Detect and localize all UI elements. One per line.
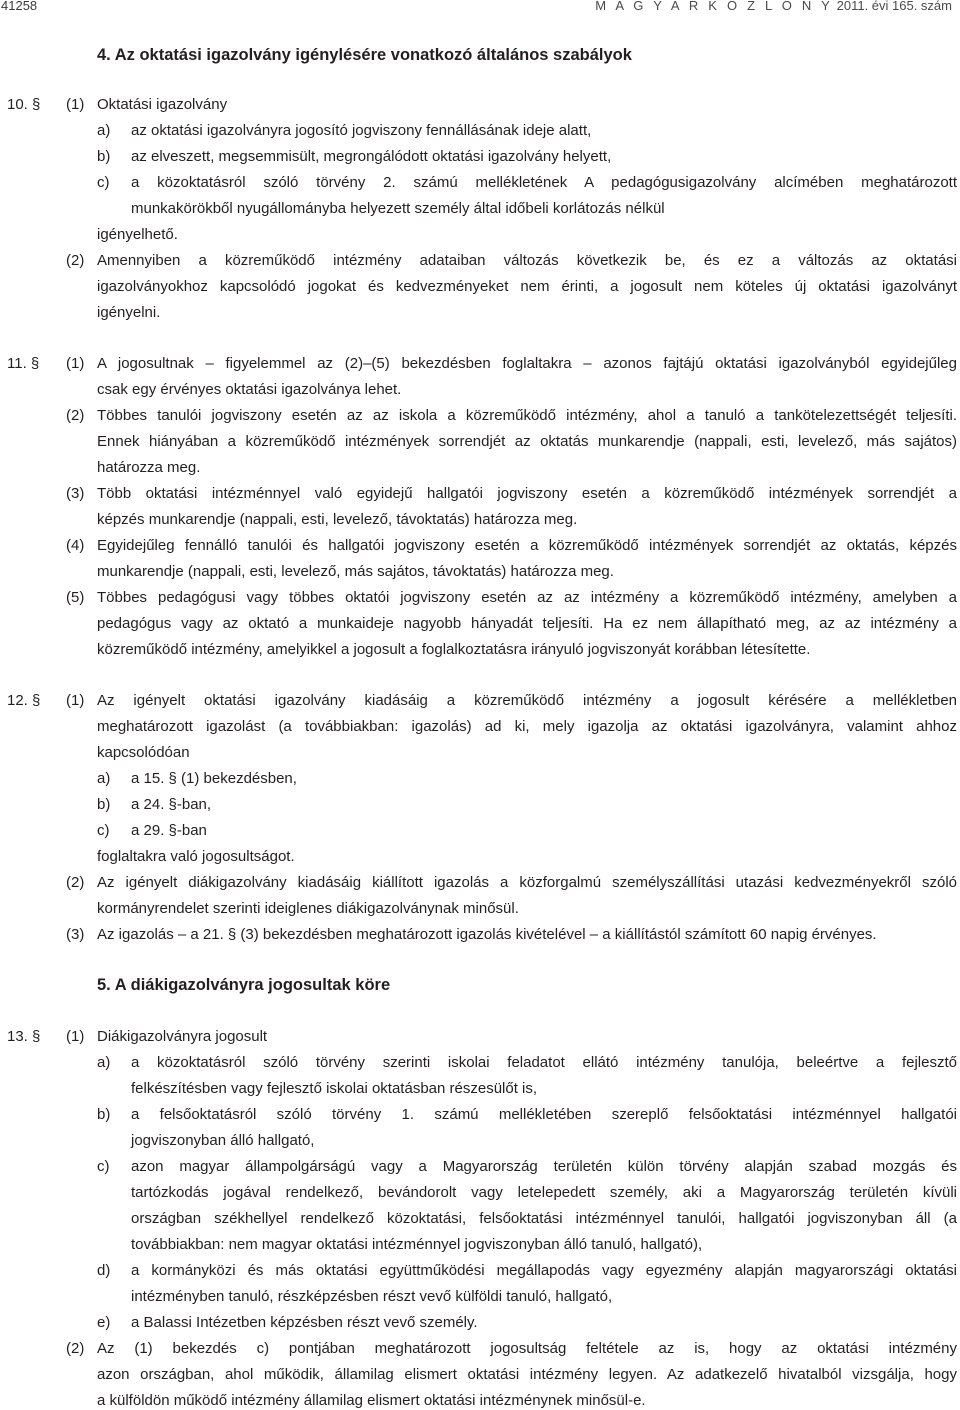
point-mark: b) — [97, 796, 111, 813]
text-line: Az igényelt oktatási igazolvány kiadásáig a közreműködő intézmény a jogosult kérésére a mellékletben — [97, 692, 957, 709]
text-line: az elveszett, megsemmisült, megrongálódott oktatási igazolvány helyett, — [131, 148, 612, 165]
text-line: országban székhellyel rendelkező közoktatási, felsőoktatási intézménnyel tanulói, hallgatói jogviszonyban áll (a — [131, 1210, 957, 1227]
page-number: 41258 — [1, 0, 38, 13]
text-line: a 29. §-ban — [131, 822, 207, 839]
subsection-mark: (4) — [66, 537, 85, 554]
point-mark: a) — [97, 1054, 111, 1071]
point-mark: c) — [97, 1158, 110, 1175]
subsection-mark: (1) — [66, 96, 85, 113]
point-mark: c) — [97, 822, 110, 839]
paragraph-number-10: 10. § — [7, 96, 41, 113]
text-line: Oktatási igazolvány — [97, 96, 228, 113]
text-line: munkarendje (nappali, esti, levelező, más sajátos, távoktatás) határozza meg. — [97, 563, 614, 580]
text-line: jogviszonyban álló hallgató, — [131, 1132, 315, 1149]
text-line: igényelhető. — [97, 226, 178, 243]
subsection-mark: (1) — [66, 355, 85, 372]
text-line: csak egy érvényes oktatási igazolványa lehet. — [97, 381, 402, 398]
text-line: a 15. § (1) bekezdésben, — [131, 770, 297, 787]
point-mark: a) — [97, 770, 111, 787]
text-line: A jogosultnak – figyelemmel az (2)–(5) bekezdésben foglaltakra – azonos fajtájú oktatási igazolványból egyidejűleg — [97, 355, 957, 372]
paragraph-number-11: 11. § — [7, 355, 40, 372]
text-line: kapcsolódóan — [97, 744, 190, 761]
point-mark: a) — [97, 122, 111, 139]
text-line: foglaltakra való jogosultságot. — [97, 848, 295, 865]
subsection-mark: (2) — [66, 874, 85, 891]
point-mark: b) — [97, 148, 111, 165]
subsection-mark: (1) — [66, 692, 85, 709]
text-line: munkakörökből nyugállományba helyezett személy által időbeli korlátozás nélkül — [131, 200, 665, 217]
text-line: igazolványokhoz kapcsolódó jogokat és kedvezményeket nem érinti, a jogosult nem köteles új oktatási igazolványt — [97, 278, 957, 295]
text-line: Ennek hiányában a közreműködő intézmények sorrendjét az oktatás munkarendje (nappali, esti, levelező, más sajátos) — [97, 433, 957, 450]
text-line: képzés munkarendje (nappali, esti, levelező, távoktatás) határozza meg. — [97, 511, 578, 528]
journal-issue: 2011. évi 165. szám — [836, 0, 952, 13]
text-line: Diákigazolványra jogosult — [97, 1028, 268, 1045]
text-line: Amennyiben a közreműködő intézmény adataiban változás következik be, és ez a változás az oktatási — [97, 252, 957, 269]
text-line: a felsőoktatásról szóló törvény 1. számú mellékletében szereplő felsőoktatási intézménnyel hallgatói — [131, 1106, 957, 1123]
text-line: meghatározott igazolást (a továbbiakban: igazolás) ad ki, mely igazolja az oktatási igazolványra, valamint ahhoz — [97, 718, 957, 735]
subsection-mark: (3) — [66, 485, 85, 502]
text-line: a kormányközi és más oktatási együttműködési megállapodás vagy egyezmény alapján magyarországi oktatási — [131, 1262, 957, 1279]
text-line: a 24. §-ban, — [131, 796, 212, 813]
text-line: a közoktatásról szóló törvény szerinti iskolai feladatot ellátó intézmény tanulója, beleértve a fejlesztő — [131, 1054, 957, 1071]
section-heading-4: 4. Az oktatási igazolvány igénylésére vonatkozó általános szabályok — [97, 46, 632, 64]
text-line: igényelni. — [97, 304, 161, 321]
subsection-mark: (2) — [66, 252, 85, 269]
text-line: Többes tanulói jogviszony esetén az az iskola a közreműködő intézmény, ahol a tanuló a tankötelezettségét teljesíti. — [97, 407, 957, 424]
text-line: felkészítésben vagy fejlesztő iskolai oktatásban részesülőt is, — [131, 1080, 538, 1097]
text-line: Az (1) bekezdés c) pontjában meghatározott jogosultság feltétele az is, hogy az oktatási intézmény — [97, 1340, 957, 1357]
text-line: határozza meg. — [97, 459, 201, 476]
text-line: az oktatási igazolványra jogosító jogviszony fennállásának ideje alatt, — [131, 122, 592, 139]
text-line: Többes pedagógusi vagy többes oktatói jogviszony esetén az az intézmény a közreműködő intézmény, amelyben a — [97, 589, 957, 606]
text-line: kormányrendelet szerinti ideiglenes diákigazolványnak minősül. — [97, 900, 519, 917]
text-line: Az igazolás – a 21. § (3) bekezdésben meghatározott igazolás kivételével – a kiállítástól számított 60 napig érvényes. — [97, 926, 877, 943]
text-line: tartózkodás jogával rendelkező, bevándorolt vagy letelepedett személy, aki a Magyarország területén kívüli — [131, 1184, 957, 1201]
point-mark: e) — [97, 1314, 111, 1331]
journal-name: M A G Y A R K Ö Z L Ö N Y — [595, 0, 833, 13]
paragraph-number-12: 12. § — [7, 692, 41, 709]
text-line: továbbiakban: nem magyar oktatási intézménnyel jogviszonyban álló tanuló, hallgató), — [131, 1236, 703, 1253]
subsection-mark: (2) — [66, 407, 85, 424]
text-line: a közoktatásról szóló törvény 2. számú mellékletének A pedagógusigazolvány alcímében meghatározott — [131, 174, 957, 191]
subsection-mark: (2) — [66, 1340, 85, 1357]
text-line: a külföldön működő intézmény államilag elismert oktatási intézménynek minősül-e. — [97, 1392, 646, 1409]
subsection-mark: (3) — [66, 926, 85, 943]
journal-title — [595, 0, 952, 13]
text-line: azon magyar állampolgárságú vagy a Magyarország területén külön törvény alapján szabad mozgás és — [131, 1158, 957, 1175]
text-line: azon országban, ahol működik, államilag elismert oktatási intézmény legyen. Az adatkezelő hivatalból vizsgálja, hogy — [97, 1366, 957, 1383]
point-mark: b) — [97, 1106, 111, 1123]
text-line: Több oktatási intézménnyel való egyidejű hallgatói jogviszony esetén a közreműködő intézmények sorrendjét a — [97, 485, 957, 502]
text-line: közreműködő intézmény, amelyikkel a jogosult a foglalkoztatásra irányuló jogviszonyát korábban létesítette. — [97, 641, 811, 658]
text-line: Egyidejűleg fennálló tanulói és hallgatói jogviszony esetén a közreműködő intézmények sorrendjét az oktatás, képzés — [97, 537, 957, 554]
paragraph-number-13: 13. § — [7, 1028, 41, 1045]
text-line: intézményben tanuló, részképzésben részt vevő külföldi tanuló, hallgató, — [131, 1288, 613, 1305]
subsection-mark: (1) — [66, 1028, 85, 1045]
subsection-mark: (5) — [66, 589, 85, 606]
point-mark: c) — [97, 174, 110, 191]
text-line: a Balassi Intézetben képzésben részt vevő személy. — [131, 1314, 478, 1331]
point-mark: d) — [97, 1262, 111, 1279]
section-heading-5: 5. A diákigazolványra jogosultak köre — [97, 976, 391, 994]
text-line: Az igényelt diákigazolvány kiadásáig kiállított igazolás a közforgalmú személyszállítási utazási kedvezményekről szóló — [97, 874, 957, 891]
text-line: pedagógus vagy az oktató a munkaideje nagyobb hányadát teljesíti. Ha ez nem állapítható meg, az az intézmény a — [97, 615, 957, 632]
page-header — [0, 0, 960, 14]
